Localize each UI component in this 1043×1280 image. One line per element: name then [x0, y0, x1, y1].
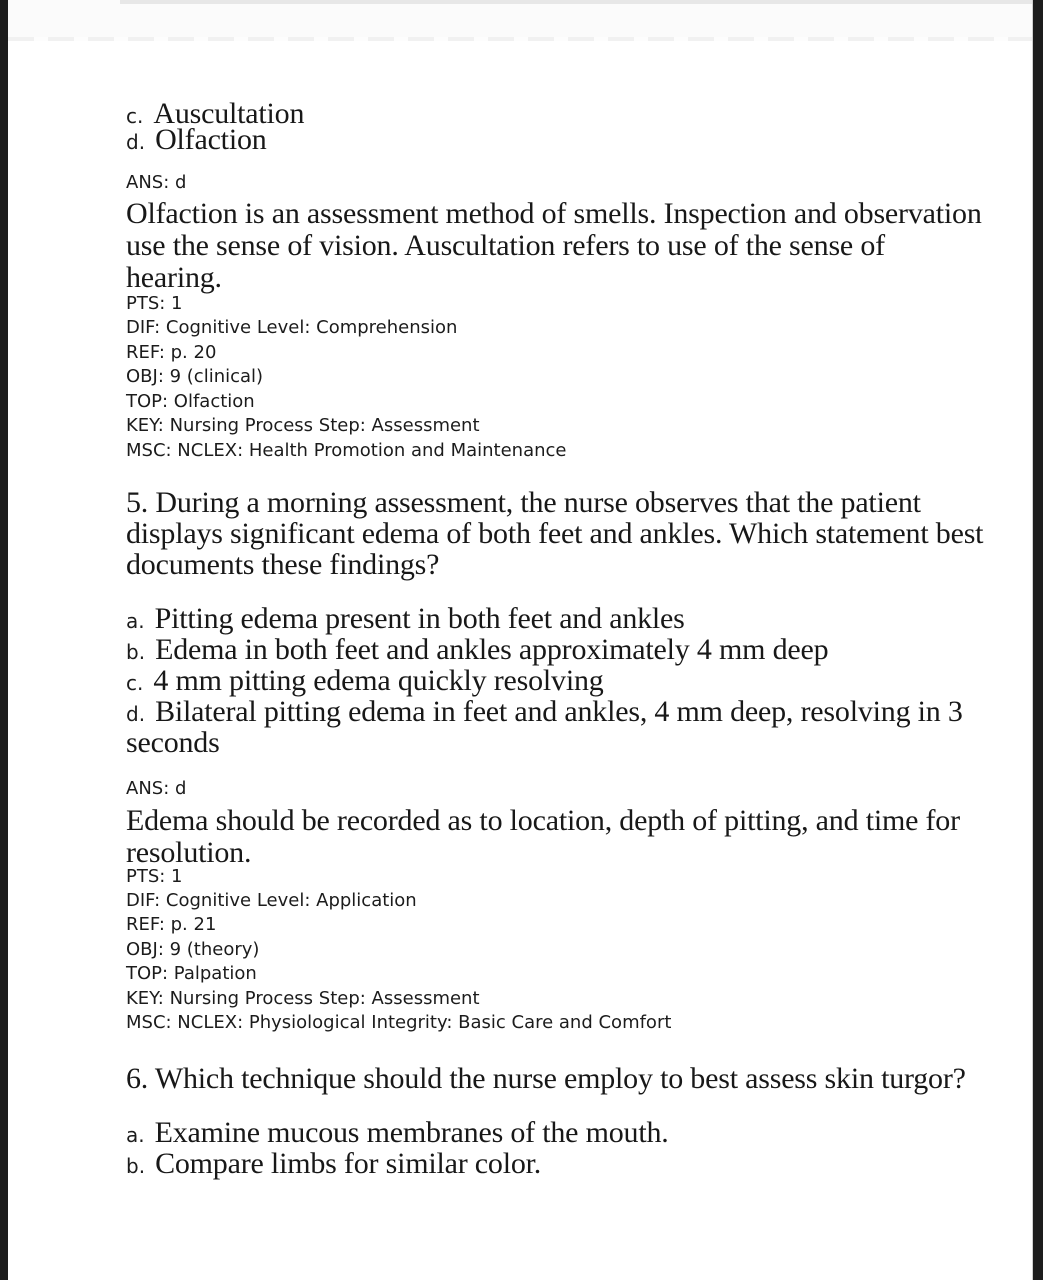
- question-line: 5. During a morning assessment, the nurse observes that the patient: [126, 486, 921, 519]
- meta-line-top: TOP: Olfaction: [126, 391, 255, 412]
- option-text: Auscultation: [153, 97, 305, 130]
- rationale-line: hearing.: [126, 261, 222, 294]
- answer-label: ANS: d: [126, 778, 187, 799]
- meta-line-msc: MSC: NCLEX: Physiological Integrity: Basic Care and Comfort: [126, 1012, 672, 1033]
- option-text: Examine mucous membranes of the mouth.: [154, 1116, 669, 1149]
- rationale-line: Olfaction is an assessment method of smells. Inspection and observation: [126, 197, 982, 230]
- option-text: Pitting edema present in both feet and ankles: [154, 602, 685, 635]
- meta-line-obj: OBJ: 9 (theory): [126, 939, 260, 960]
- question-line: documents these findings?: [126, 548, 440, 581]
- question-line: displays significant edema of both feet and ankles. Which statement best: [126, 517, 984, 550]
- meta-line-ref: REF: p. 20: [126, 342, 217, 363]
- option-letter: d.: [126, 130, 146, 154]
- option-text: Compare limbs for similar color.: [155, 1147, 542, 1180]
- meta-line-key: KEY: Nursing Process Step: Assessment: [126, 415, 480, 436]
- option-letter: d.: [126, 702, 146, 726]
- meta-line-msc: MSC: NCLEX: Health Promotion and Maintenance: [126, 440, 567, 461]
- option-text: Edema in both feet and ankles approximately 4 mm deep: [155, 633, 829, 666]
- answer-option-wrap: seconds: [126, 726, 220, 759]
- question-line: 6. Which technique should the nurse employ to best assess skin turgor?: [126, 1062, 966, 1095]
- option-letter: a.: [126, 1123, 145, 1147]
- option-letter: c.: [126, 104, 144, 128]
- meta-line-key: KEY: Nursing Process Step: Assessment: [126, 988, 480, 1009]
- option-letter: a.: [126, 609, 145, 633]
- answer-label: ANS: d: [126, 172, 187, 193]
- meta-line-dif: DIF: Cognitive Level: Application: [126, 890, 417, 911]
- answer-option: [126, 695, 963, 731]
- option-letter: c.: [126, 671, 144, 695]
- option-letter: b.: [126, 1154, 146, 1178]
- rationale-line: resolution.: [126, 836, 252, 869]
- option-letter: b.: [126, 640, 146, 664]
- option-text: Olfaction: [155, 123, 267, 156]
- rationale-line: use the sense of vision. Auscultation refers to use of the sense of: [126, 229, 885, 262]
- rationale-line: Edema should be recorded as to location, depth of pitting, and time for: [126, 804, 960, 837]
- answer-option: [126, 123, 267, 159]
- option-text: Bilateral pitting edema in feet and ankles, 4 mm deep, resolving in 3: [155, 695, 963, 728]
- answer-option: [126, 1147, 541, 1183]
- meta-line-top: TOP: Palpation: [126, 963, 257, 984]
- meta-line-obj: OBJ: 9 (clinical): [126, 366, 264, 387]
- meta-line-pts: PTS: 1: [126, 866, 183, 887]
- option-text: 4 mm pitting edema quickly resolving: [153, 664, 604, 697]
- meta-line-ref: REF: p. 21: [126, 914, 217, 935]
- meta-line-pts: PTS: 1: [126, 293, 183, 314]
- meta-line-dif: DIF: Cognitive Level: Comprehension: [126, 317, 458, 338]
